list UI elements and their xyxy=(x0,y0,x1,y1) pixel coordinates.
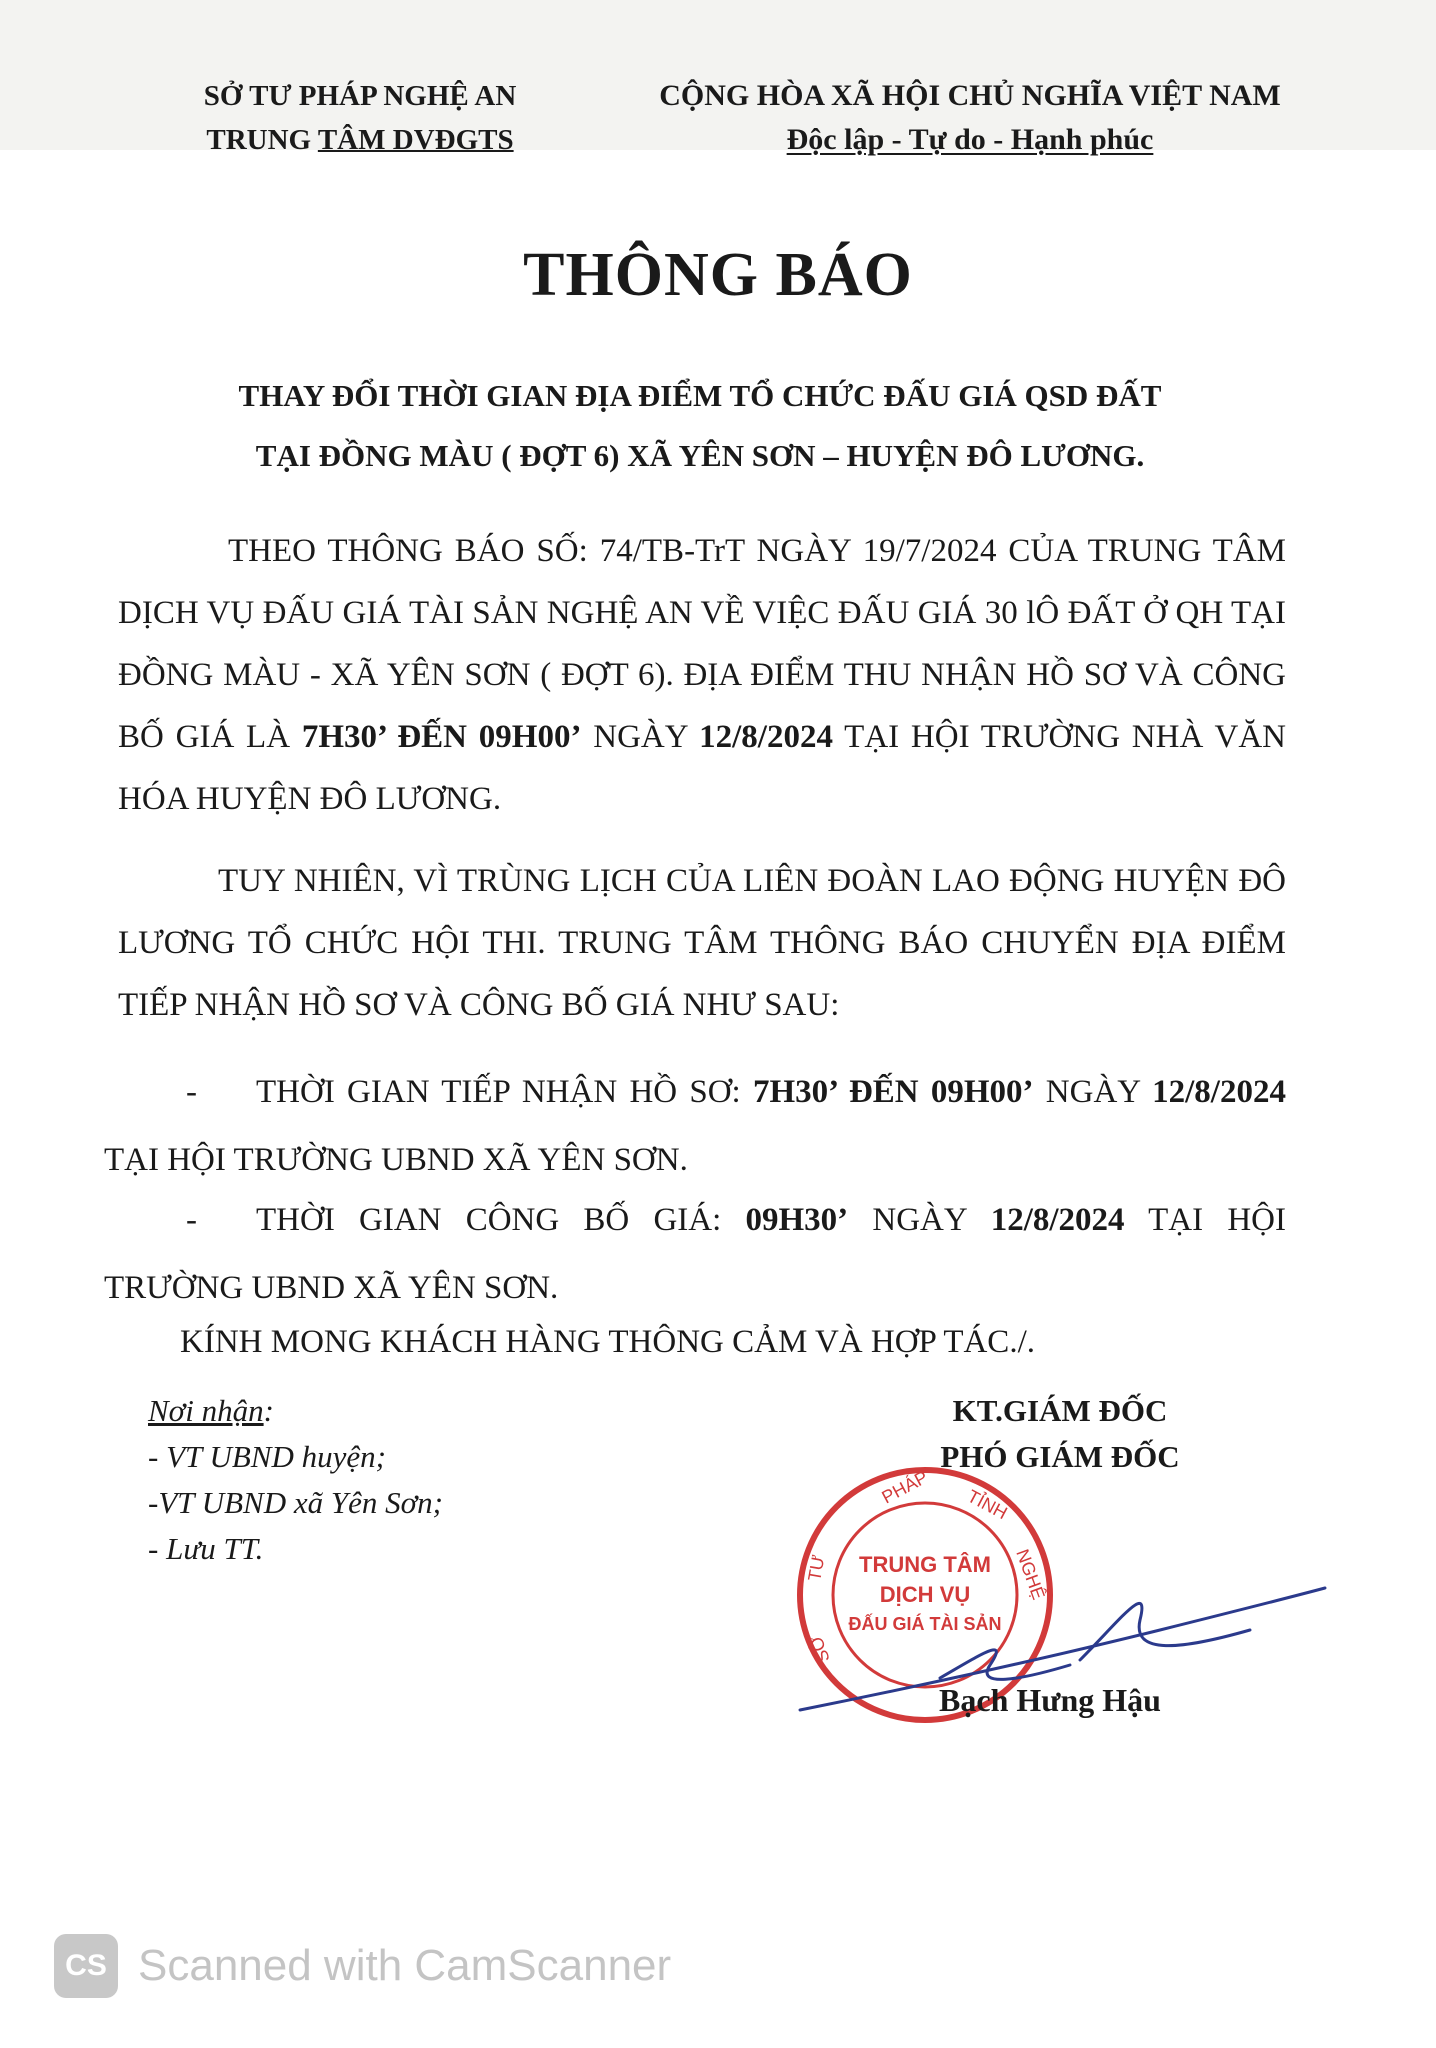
seal-line-2: DỊCH VỤ xyxy=(879,1582,971,1607)
agency-line-2-underlined: TÂM DVĐGTS xyxy=(317,124,514,156)
bullet-2 xyxy=(104,1186,1286,1322)
bullet-1-text-b: NGÀY xyxy=(1033,1074,1153,1110)
bullet-2-text-b: NGÀY xyxy=(848,1202,991,1238)
signature-line-1: KT.GIÁM ĐỐC xyxy=(952,1393,1168,1428)
recipients-block xyxy=(148,1388,443,1572)
p1-text-a: THEO THÔNG BÁO SỐ: 74/TB-TrT NGÀY 19/7/2024 CỦA TRUNG TÂM DỊCH VỤ ĐẤU GIÁ TÀI SẢN NGHỆ AN VỀ VIỆC ĐẤU GIÁ 30 lÔ ĐẤT Ở QH TẠI ĐỒNG MÀU - XÃ YÊN SƠN ( ĐỢT 6). ĐỊA ĐIỂM THU NHẬN HỒ SƠ VÀ CÔNG BỐ GIÁ LÀ xyxy=(118,533,1286,755)
camscanner-logo-icon xyxy=(54,1934,118,1998)
signer-name: Bạch Hưng Hậu xyxy=(939,1682,1161,1718)
recipient-item: -VT UBND xã Yên Sơn; xyxy=(148,1485,443,1520)
p1-text-b: NGÀY xyxy=(581,719,700,755)
camscanner-logo-text: CS xyxy=(65,1949,107,1982)
agency-line-1: SỞ TƯ PHÁP NGHỆ AN xyxy=(203,80,517,112)
issuing-agency xyxy=(160,74,560,162)
recipients-heading xyxy=(148,1388,443,1434)
bullet-2-bold-date: 12/8/2024 xyxy=(990,1202,1125,1238)
national-motto-text: Độc lập - Tự do - Hạnh phúc xyxy=(786,123,1154,156)
paragraph-2: TUY NHIÊN, VÌ TRÙNG LỊCH CỦA LIÊN ĐOÀN LAO ĐỘNG HUYỆN ĐÔ LƯƠNG TỔ CHỨC HỘI THI. TRUNG TÂM THÔNG BÁO CHUYỂN ĐỊA ĐIỂM TIẾP NHẬN HỒ SƠ VÀ CÔNG BỐ GIÁ NHƯ SAU: xyxy=(118,863,1286,1023)
document-subtitle xyxy=(120,366,1280,486)
recipient-item: - Lưu TT. xyxy=(148,1531,264,1566)
seal-ring-left-2: SỞ xyxy=(805,1632,834,1666)
subtitle-line-2: TẠI ĐỒNG MÀU ( ĐỢT 6) XÃ YÊN SƠN – HUYỆN ĐÔ LƯƠNG. xyxy=(255,438,1145,473)
closing-line: KÍNH MONG KHÁCH HÀNG THÔNG CẢM VÀ HỢP TÁC./. xyxy=(180,1324,1035,1360)
seal-ring-left: TƯ xyxy=(804,1553,829,1583)
signature-line-2: PHÓ GIÁM ĐỐC xyxy=(940,1439,1180,1474)
bullet-2-text-a: THỜI GIAN CÔNG BỐ GIÁ: xyxy=(256,1202,746,1238)
national-name: CỘNG HÒA XÃ HỘI CHỦ NGHĨA VIỆT NAM xyxy=(659,79,1281,112)
recipients-colon: : xyxy=(263,1393,274,1428)
bullet-2-dash: - xyxy=(186,1202,197,1238)
bullet-1-bold-date: 12/8/2024 xyxy=(1152,1074,1286,1110)
bullet-1-dash: - xyxy=(186,1074,197,1110)
p1-bold-date: 12/8/2024 xyxy=(699,719,833,755)
bullet-2-bold-time: 09H30’ xyxy=(745,1202,849,1238)
paragraph-1 xyxy=(118,520,1286,830)
subtitle-line-1: THAY ĐỔI THỜI GIAN ĐỊA ĐIỂM TỔ CHỨC ĐẤU GIÁ QSD ĐẤT xyxy=(238,378,1162,413)
bullet-1-text-c: TẠI HỘI TRƯỜNG UBND XÃ YÊN SƠN. xyxy=(104,1142,688,1178)
seal-ring-right: TỈNH xyxy=(964,1485,1011,1524)
recipients-label: Nơi nhận xyxy=(148,1393,264,1428)
seal-line-3: ĐẤU GIÁ TÀI SẢN xyxy=(848,1614,1002,1634)
p1-bold-time: 7H30’ ĐẾN 09H00’ xyxy=(301,719,582,755)
bullet-1 xyxy=(104,1058,1286,1194)
p1-text-c: TẠI HỘI TRƯỜNG NHÀ VĂN HÓA HUYỆN ĐÔ LƯƠNG. xyxy=(118,719,1286,817)
seal-ring-top: PHÁP xyxy=(878,1466,932,1508)
agency-line-2 xyxy=(160,118,560,162)
scanner-watermark xyxy=(54,1934,671,1998)
recipient-item: - VT UBND huyện; xyxy=(148,1439,386,1474)
agency-line-2-prefix: TRUNG xyxy=(206,124,318,156)
national-motto xyxy=(610,118,1330,162)
document-title: THÔNG BÁO xyxy=(523,241,913,309)
bullet-2-text-c: TẠI HỘI TRƯỜNG UBND XÃ YÊN SƠN. xyxy=(104,1202,1286,1306)
national-heading xyxy=(610,74,1330,162)
scanner-watermark-text: Scanned with CamScanner xyxy=(138,1941,672,1990)
bullet-1-text-a: THỜI GIAN TIẾP NHẬN HỒ SƠ: xyxy=(256,1074,753,1110)
bullet-1-bold-time: 7H30’ ĐẾN 09H00’ xyxy=(752,1074,1034,1110)
seal-ring-right-2: NGHỆ xyxy=(1012,1546,1049,1603)
seal-line-1: TRUNG TÂM xyxy=(859,1552,991,1577)
